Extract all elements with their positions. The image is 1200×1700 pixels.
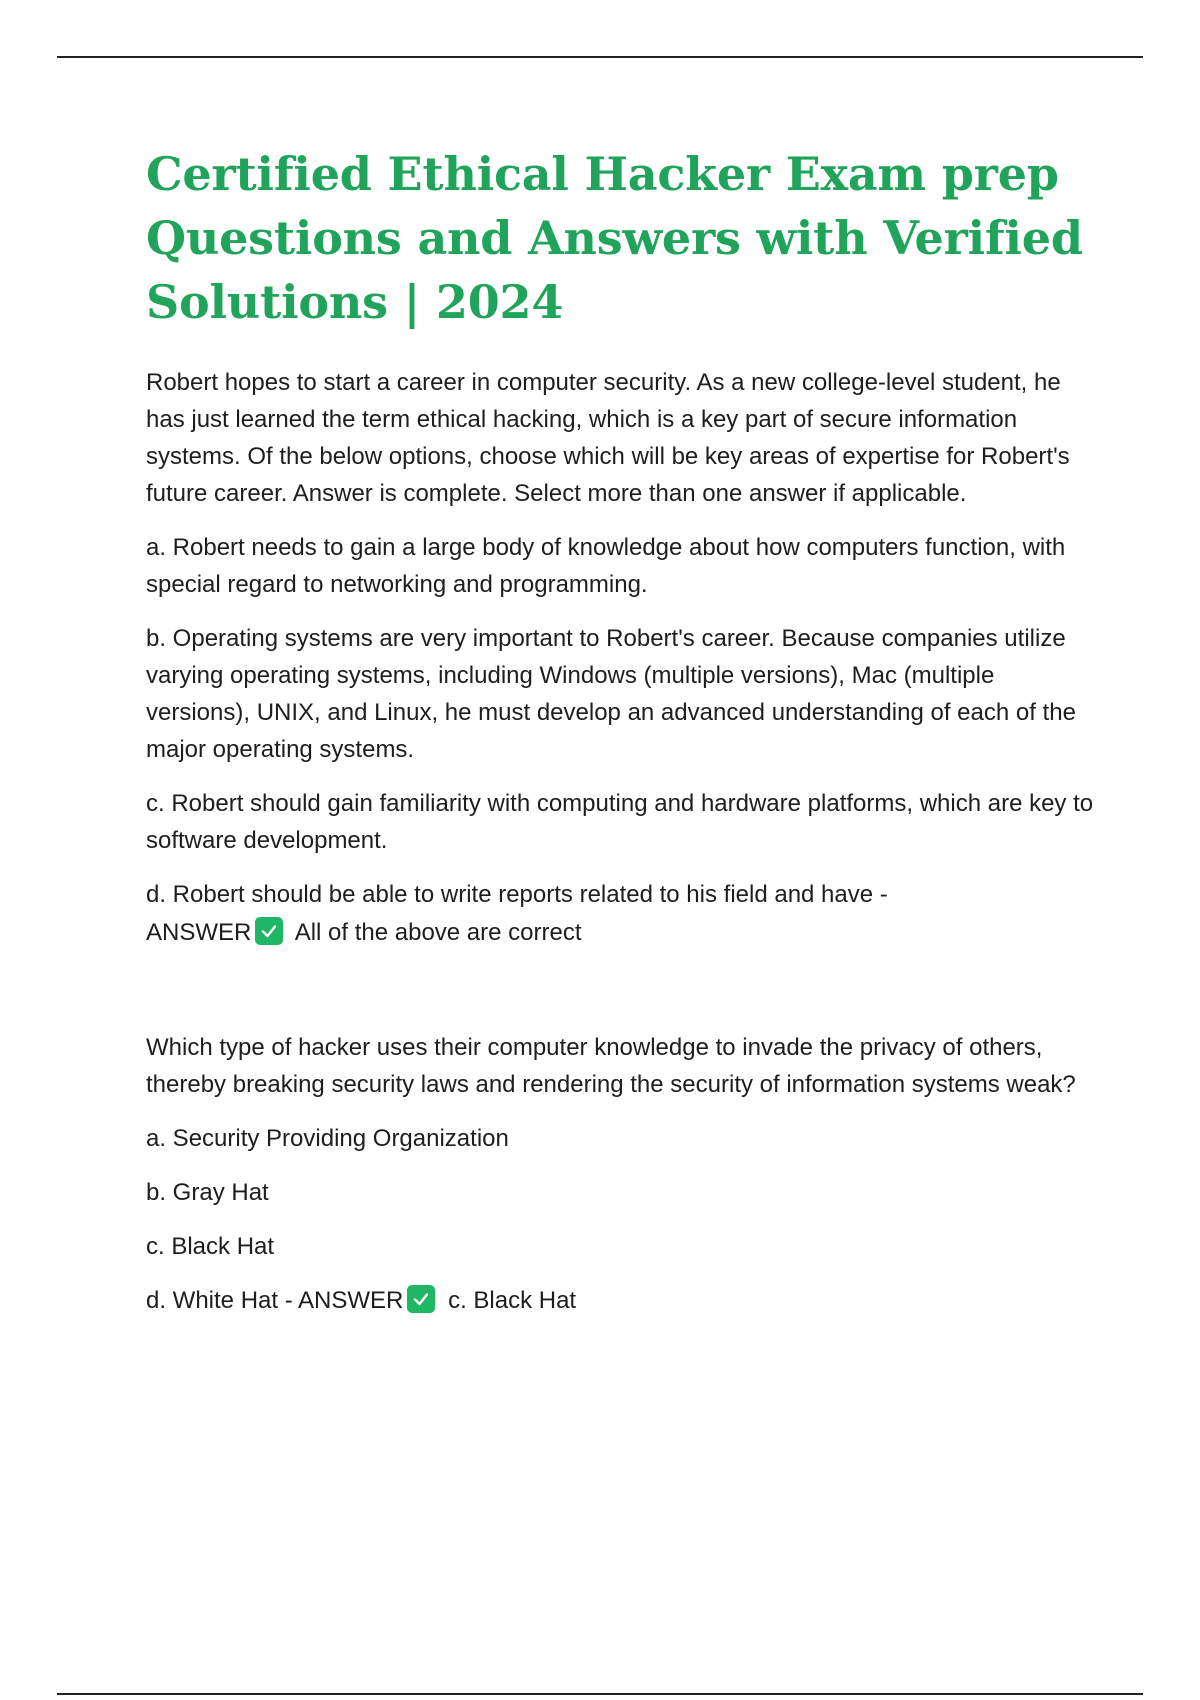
check-icon (407, 1285, 435, 1313)
option-b: b. Operating systems are very important to Robert's career. Because companies utilize varying operating systems, including Windows (multiple versions), Mac (multiple versions), UNIX, and Linux, he must develop an advanced understanding of each of the major operating systems. (146, 625, 1076, 763)
answer-row (146, 913, 1096, 953)
answer-text: All of the above are correct (294, 919, 582, 946)
answer-label: ANSWER (146, 919, 252, 946)
option-d-with-answer (146, 876, 1096, 953)
question-block-1 (146, 364, 1096, 953)
bottom-rule (57, 1693, 1143, 1695)
option-c: c. Robert should gain familiarity with computing and hardware platforms, which are key to software development. (146, 790, 1094, 854)
top-rule (57, 56, 1143, 58)
option-d-with-answer (146, 1282, 1096, 1319)
option-b: b. Gray Hat (146, 1179, 269, 1206)
question-block-2 (146, 1029, 1096, 1319)
option-d: d. Robert should be able to write reports related to his field and have - (146, 881, 888, 908)
check-icon (255, 917, 283, 945)
document-title: Certified Ethical Hacker Exam prep Questions and Answers with Verified Solutions | 2024 (146, 147, 1083, 329)
option-d: d. White Hat - ANSWER (146, 1287, 404, 1314)
option-a: a. Robert needs to gain a large body of knowledge about how computers function, with special regard to networking and programming. (146, 534, 1066, 598)
option-a: a. Security Providing Organization (146, 1125, 509, 1152)
option-c: c. Black Hat (146, 1233, 275, 1260)
answer-text: c. Black Hat (448, 1287, 577, 1314)
document-body (146, 142, 1096, 1319)
question-prompt: Robert hopes to start a career in computer security. As a new college-level student, he has just learned the term ethical hacking, which is a key part of secure information systems. Of the below options, choose which will be key areas of expertise for Robert's future career. Answer is complete. Select more than one answer if applicable. (146, 369, 1070, 507)
question-prompt: Which type of hacker uses their computer knowledge to invade the privacy of others, thereby breaking security laws and rendering the security of information systems weak? (146, 1034, 1076, 1098)
